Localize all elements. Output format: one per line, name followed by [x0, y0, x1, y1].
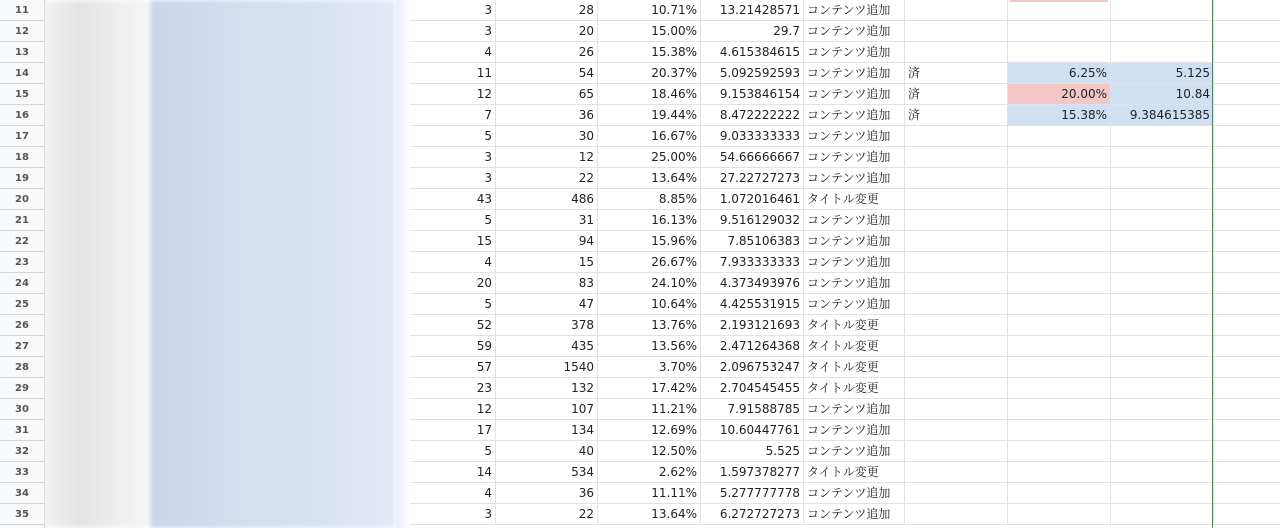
cell-col-b[interactable]: 54 [496, 63, 598, 84]
row-number[interactable]: 24 [0, 273, 44, 294]
cell-col-b[interactable]: 36 [496, 105, 598, 126]
table-row [0, 357, 1280, 378]
cell-col-i[interactable] [1214, 252, 1280, 273]
cell-col-d[interactable]: 2.471264368 [701, 336, 804, 357]
cell-col-d[interactable]: 7.91588785 [701, 399, 804, 420]
row-number[interactable]: 25 [0, 294, 44, 315]
cell-col-b[interactable]: 94 [496, 231, 598, 252]
cell-col-e[interactable]: コンテンツ追加 [804, 147, 905, 168]
cell-col-b[interactable]: 83 [496, 273, 598, 294]
cell-col-e[interactable]: コンテンツ追加 [804, 84, 905, 105]
row-number[interactable]: 11 [0, 0, 44, 21]
cell-col-e[interactable]: タイトル変更 [804, 378, 905, 399]
cell-col-f[interactable] [905, 441, 1008, 462]
cell-col-h[interactable] [1111, 441, 1214, 462]
cell-col-e[interactable]: コンテンツ追加 [804, 294, 905, 315]
row-number[interactable]: 35 [0, 504, 44, 525]
cell-col-b[interactable]: 1540 [496, 357, 598, 378]
cell-col-f[interactable]: 済 [905, 63, 1008, 84]
cell-col-e[interactable]: コンテンツ追加 [804, 504, 905, 525]
cell-col-d[interactable]: 9.153846154 [701, 84, 804, 105]
cell-col-c[interactable]: 18.46% [598, 84, 701, 105]
cell-col-f[interactable]: 済 [905, 105, 1008, 126]
cell-col-d[interactable]: 27.22727273 [701, 168, 804, 189]
cell-col-c[interactable]: 16.67% [598, 126, 701, 147]
cell-col-g[interactable] [1008, 0, 1111, 21]
cell-col-a[interactable]: 43 [410, 189, 496, 210]
cell-col-g[interactable] [1008, 315, 1111, 336]
cell-col-a[interactable]: 57 [410, 357, 496, 378]
cell-col-h[interactable] [1111, 21, 1214, 42]
cell-col-a[interactable]: 3 [410, 21, 496, 42]
cell-col-i[interactable] [1214, 315, 1280, 336]
cell-col-i[interactable] [1214, 441, 1280, 462]
cell-col-a[interactable]: 5 [410, 441, 496, 462]
table-row [0, 504, 1280, 525]
cell-col-i[interactable] [1214, 294, 1280, 315]
cell-col-g[interactable] [1008, 252, 1111, 273]
row-number[interactable]: 28 [0, 357, 44, 378]
cell-col-d[interactable]: 9.516129032 [701, 210, 804, 231]
cell-col-d[interactable]: 1.072016461 [701, 189, 804, 210]
cell-col-e[interactable]: コンテンツ追加 [804, 420, 905, 441]
cell-col-c[interactable]: 13.76% [598, 315, 701, 336]
cell-col-a[interactable]: 5 [410, 126, 496, 147]
table-row [0, 336, 1280, 357]
cell-col-g[interactable] [1008, 294, 1111, 315]
cell-col-c[interactable]: 20.37% [598, 63, 701, 84]
cell-col-g[interactable]: 6.25% [1008, 63, 1111, 84]
cell-col-f[interactable] [905, 462, 1008, 483]
selection-border [1212, 0, 1213, 528]
cell-col-e[interactable]: タイトル変更 [804, 336, 905, 357]
cell-col-g[interactable] [1008, 210, 1111, 231]
cell-col-a[interactable]: 52 [410, 315, 496, 336]
cell-col-a[interactable]: 7 [410, 105, 496, 126]
cell-col-i[interactable] [1214, 504, 1280, 525]
table-row [0, 441, 1280, 462]
table-row [0, 126, 1280, 147]
cell-col-f[interactable] [905, 210, 1008, 231]
cell-col-h[interactable] [1111, 189, 1214, 210]
cell-col-a[interactable]: 12 [410, 84, 496, 105]
cell-col-e[interactable]: タイトル変更 [804, 357, 905, 378]
cell-col-h[interactable]: 10.84 [1111, 84, 1214, 105]
table-row [0, 63, 1280, 84]
cell-col-b[interactable]: 12 [496, 147, 598, 168]
cell-col-b[interactable]: 28 [496, 0, 598, 21]
row-number[interactable]: 17 [0, 126, 44, 147]
table-row [0, 0, 1280, 21]
cell-col-g[interactable] [1008, 168, 1111, 189]
cell-col-c[interactable]: 26.67% [598, 252, 701, 273]
cell-col-e[interactable]: コンテンツ追加 [804, 0, 905, 21]
cell-col-g[interactable] [1008, 147, 1111, 168]
cell-col-b[interactable]: 31 [496, 210, 598, 231]
cell-col-a[interactable]: 3 [410, 0, 496, 21]
cell-col-a[interactable]: 59 [410, 336, 496, 357]
row-number[interactable]: 21 [0, 210, 44, 231]
cell-col-d[interactable]: 4.615384615 [701, 42, 804, 63]
cell-col-c[interactable]: 2.62% [598, 462, 701, 483]
cell-col-e[interactable]: コンテンツ追加 [804, 63, 905, 84]
cell-col-a[interactable]: 14 [410, 462, 496, 483]
cell-col-h[interactable] [1111, 378, 1214, 399]
cell-col-g[interactable] [1008, 273, 1111, 294]
cell-col-h[interactable] [1111, 126, 1214, 147]
cell-col-c[interactable]: 3.70% [598, 357, 701, 378]
row-number[interactable]: 19 [0, 168, 44, 189]
cell-col-g[interactable] [1008, 483, 1111, 504]
cell-col-d[interactable]: 2.193121693 [701, 315, 804, 336]
cell-col-i[interactable] [1214, 0, 1280, 21]
cell-col-e[interactable]: コンテンツ追加 [804, 252, 905, 273]
cell-col-b[interactable]: 134 [496, 420, 598, 441]
cell-col-a[interactable]: 5 [410, 294, 496, 315]
cell-col-h[interactable] [1111, 399, 1214, 420]
cell-col-g[interactable]: 20.00% [1008, 84, 1111, 105]
cell-col-i[interactable] [1214, 378, 1280, 399]
cell-col-f[interactable] [905, 378, 1008, 399]
cell-col-i[interactable] [1214, 147, 1280, 168]
cell-col-d[interactable]: 13.21428571 [701, 0, 804, 21]
cell-col-e[interactable]: タイトル変更 [804, 189, 905, 210]
row-number[interactable]: 16 [0, 105, 44, 126]
cell-col-c[interactable]: 13.56% [598, 336, 701, 357]
cell-col-h[interactable] [1111, 336, 1214, 357]
cell-col-a[interactable]: 12 [410, 399, 496, 420]
table-row [0, 210, 1280, 231]
cell-col-c[interactable]: 24.10% [598, 273, 701, 294]
cell-col-c[interactable]: 25.00% [598, 147, 701, 168]
cell-col-b[interactable]: 132 [496, 378, 598, 399]
cell-col-d[interactable]: 4.373493976 [701, 273, 804, 294]
cell-col-f[interactable] [905, 147, 1008, 168]
cell-col-e[interactable]: タイトル変更 [804, 462, 905, 483]
cell-col-h[interactable]: 5.125 [1111, 63, 1214, 84]
cell-col-b[interactable]: 47 [496, 294, 598, 315]
cell-col-f[interactable]: 済 [905, 84, 1008, 105]
table-row [0, 189, 1280, 210]
table-row [0, 294, 1280, 315]
cell-col-g[interactable] [1008, 126, 1111, 147]
cell-col-i[interactable] [1214, 273, 1280, 294]
cell-col-b[interactable]: 435 [496, 336, 598, 357]
cell-col-g[interactable] [1008, 21, 1111, 42]
cell-col-f[interactable] [905, 357, 1008, 378]
cell-col-a[interactable]: 20 [410, 273, 496, 294]
cell-col-d[interactable]: 5.092592593 [701, 63, 804, 84]
cell-col-d[interactable]: 4.425531915 [701, 294, 804, 315]
cell-col-c[interactable]: 17.42% [598, 378, 701, 399]
cell-col-f[interactable] [905, 294, 1008, 315]
row-number[interactable]: 26 [0, 315, 44, 336]
cell-col-f[interactable] [905, 21, 1008, 42]
cell-col-b[interactable]: 15 [496, 252, 598, 273]
cell-col-g[interactable] [1008, 399, 1111, 420]
cell-col-g[interactable] [1008, 189, 1111, 210]
row-number[interactable]: 18 [0, 147, 44, 168]
cell-col-d[interactable]: 5.277777778 [701, 483, 804, 504]
cell-col-h[interactable] [1111, 147, 1214, 168]
cell-col-d[interactable]: 29.7 [701, 21, 804, 42]
cell-col-e[interactable]: コンテンツ追加 [804, 105, 905, 126]
table-row [0, 105, 1280, 126]
row-number[interactable]: 30 [0, 399, 44, 420]
row-number[interactable]: 15 [0, 84, 44, 105]
row-number[interactable]: 33 [0, 462, 44, 483]
cell-col-a[interactable]: 4 [410, 42, 496, 63]
cell-col-d[interactable]: 7.85106383 [701, 231, 804, 252]
cell-col-d[interactable]: 10.60447761 [701, 420, 804, 441]
cell-col-c[interactable]: 12.50% [598, 441, 701, 462]
cell-col-a[interactable]: 3 [410, 168, 496, 189]
cell-col-g[interactable] [1008, 420, 1111, 441]
row-number[interactable]: 23 [0, 252, 44, 273]
cell-col-a[interactable]: 5 [410, 210, 496, 231]
table-row [0, 231, 1280, 252]
cell-col-b[interactable]: 40 [496, 441, 598, 462]
row-number[interactable]: 32 [0, 441, 44, 462]
cell-col-b[interactable]: 22 [496, 504, 598, 525]
cell-col-i[interactable] [1214, 210, 1280, 231]
cell-col-c[interactable]: 13.64% [598, 504, 701, 525]
cell-col-h[interactable] [1111, 0, 1214, 21]
cell-col-g[interactable]: 15.38% [1008, 105, 1111, 126]
cell-col-c[interactable]: 11.21% [598, 399, 701, 420]
cell-col-i[interactable] [1214, 42, 1280, 63]
cell-col-a[interactable]: 3 [410, 504, 496, 525]
cell-col-c[interactable]: 10.64% [598, 294, 701, 315]
cell-col-h[interactable] [1111, 357, 1214, 378]
cell-col-f[interactable] [905, 399, 1008, 420]
cell-col-f[interactable] [905, 231, 1008, 252]
cell-col-c[interactable]: 15.38% [598, 42, 701, 63]
table-row [0, 483, 1280, 504]
cell-col-b[interactable]: 22 [496, 168, 598, 189]
cell-col-e[interactable]: コンテンツ追加 [804, 441, 905, 462]
cell-col-a[interactable]: 3 [410, 147, 496, 168]
table-row [0, 399, 1280, 420]
cell-col-g[interactable] [1008, 357, 1111, 378]
table-row [0, 462, 1280, 483]
cell-col-h[interactable] [1111, 168, 1214, 189]
cell-col-c[interactable]: 16.13% [598, 210, 701, 231]
cell-col-a[interactable]: 15 [410, 231, 496, 252]
cell-col-e[interactable]: コンテンツ追加 [804, 42, 905, 63]
cell-col-g[interactable] [1008, 378, 1111, 399]
cell-col-a[interactable]: 4 [410, 483, 496, 504]
cell-col-f[interactable] [905, 315, 1008, 336]
cell-col-i[interactable] [1214, 168, 1280, 189]
cell-col-c[interactable]: 10.71% [598, 0, 701, 21]
row-number[interactable]: 20 [0, 189, 44, 210]
cell-col-i[interactable] [1214, 63, 1280, 84]
cell-col-i[interactable] [1214, 462, 1280, 483]
cell-col-e[interactable]: コンテンツ追加 [804, 210, 905, 231]
table-row [0, 147, 1280, 168]
cell-col-a[interactable]: 17 [410, 420, 496, 441]
cell-col-h[interactable] [1111, 42, 1214, 63]
cell-col-f[interactable] [905, 252, 1008, 273]
cell-col-e[interactable]: コンテンツ追加 [804, 399, 905, 420]
cell-col-h[interactable] [1111, 462, 1214, 483]
table-row [0, 21, 1280, 42]
cell-col-e[interactable]: コンテンツ追加 [804, 168, 905, 189]
cell-col-i[interactable] [1214, 420, 1280, 441]
row-number[interactable]: 22 [0, 231, 44, 252]
cell-col-i[interactable] [1214, 21, 1280, 42]
cell-col-f[interactable] [905, 483, 1008, 504]
cell-col-f[interactable] [905, 0, 1008, 21]
cell-col-e[interactable]: コンテンツ追加 [804, 483, 905, 504]
cell-col-f[interactable] [905, 126, 1008, 147]
row-number[interactable]: 34 [0, 483, 44, 504]
cell-col-c[interactable]: 8.85% [598, 189, 701, 210]
row-number[interactable]: 12 [0, 21, 44, 42]
cell-col-h[interactable] [1111, 315, 1214, 336]
cell-col-h[interactable] [1111, 273, 1214, 294]
cell-col-i[interactable] [1214, 399, 1280, 420]
cell-col-f[interactable] [905, 42, 1008, 63]
cell-col-g[interactable] [1008, 42, 1111, 63]
cell-col-g[interactable] [1008, 504, 1111, 525]
cell-col-d[interactable]: 6.272727273 [701, 504, 804, 525]
cell-col-i[interactable] [1214, 105, 1280, 126]
cell-col-h[interactable] [1111, 483, 1214, 504]
cell-col-f[interactable] [905, 504, 1008, 525]
cell-col-f[interactable] [905, 189, 1008, 210]
cell-col-g[interactable] [1008, 462, 1111, 483]
cell-col-i[interactable] [1214, 483, 1280, 504]
cell-col-b[interactable]: 36 [496, 483, 598, 504]
cell-col-b[interactable]: 378 [496, 315, 598, 336]
cell-col-e[interactable]: コンテンツ追加 [804, 21, 905, 42]
row-number[interactable]: 14 [0, 63, 44, 84]
cell-col-d[interactable]: 9.033333333 [701, 126, 804, 147]
cell-col-c[interactable]: 15.00% [598, 21, 701, 42]
cell-col-a[interactable]: 4 [410, 252, 496, 273]
cell-col-h[interactable] [1111, 294, 1214, 315]
table-row [0, 42, 1280, 63]
cell-col-h[interactable] [1111, 420, 1214, 441]
cell-col-c[interactable]: 19.44% [598, 105, 701, 126]
cell-col-b[interactable]: 534 [496, 462, 598, 483]
cell-col-d[interactable]: 8.472222222 [701, 105, 804, 126]
table-row [0, 378, 1280, 399]
cell-col-i[interactable] [1214, 336, 1280, 357]
cell-col-c[interactable]: 12.69% [598, 420, 701, 441]
cell-col-h[interactable]: 9.384615385 [1111, 105, 1214, 126]
cell-col-c[interactable]: 11.11% [598, 483, 701, 504]
cell-col-i[interactable] [1214, 84, 1280, 105]
table-row [0, 315, 1280, 336]
cell-col-e[interactable]: タイトル変更 [804, 315, 905, 336]
cell-col-g[interactable] [1008, 441, 1111, 462]
cell-col-i[interactable] [1214, 231, 1280, 252]
cell-col-b[interactable]: 20 [496, 21, 598, 42]
table-row [0, 273, 1280, 294]
cell-col-f[interactable] [905, 336, 1008, 357]
cell-col-f[interactable] [905, 420, 1008, 441]
cell-col-g[interactable] [1008, 231, 1111, 252]
cell-col-h[interactable] [1111, 231, 1214, 252]
row-number[interactable]: 31 [0, 420, 44, 441]
cell-col-b[interactable]: 486 [496, 189, 598, 210]
cell-col-i[interactable] [1214, 126, 1280, 147]
cell-col-d[interactable]: 7.933333333 [701, 252, 804, 273]
cell-col-b[interactable]: 107 [496, 399, 598, 420]
cell-col-h[interactable] [1111, 504, 1214, 525]
cell-col-c[interactable]: 13.64% [598, 168, 701, 189]
cell-col-h[interactable] [1111, 210, 1214, 231]
cell-col-d[interactable]: 54.66666667 [701, 147, 804, 168]
cell-col-b[interactable]: 26 [496, 42, 598, 63]
cell-col-f[interactable] [905, 168, 1008, 189]
cell-col-a[interactable]: 11 [410, 63, 496, 84]
cell-col-d[interactable]: 5.525 [701, 441, 804, 462]
cell-col-i[interactable] [1214, 357, 1280, 378]
cell-col-a[interactable]: 23 [410, 378, 496, 399]
cell-col-f[interactable] [905, 273, 1008, 294]
table-row [0, 168, 1280, 189]
cell-col-c[interactable]: 15.96% [598, 231, 701, 252]
row-number[interactable]: 13 [0, 42, 44, 63]
row-number[interactable]: 27 [0, 336, 44, 357]
cell-col-e[interactable]: コンテンツ追加 [804, 273, 905, 294]
cell-col-d[interactable]: 1.597378277 [701, 462, 804, 483]
cell-col-d[interactable]: 2.096753247 [701, 357, 804, 378]
cell-col-e[interactable]: コンテンツ追加 [804, 231, 905, 252]
cell-col-h[interactable] [1111, 252, 1214, 273]
cell-col-d[interactable]: 2.704545455 [701, 378, 804, 399]
cell-col-e[interactable]: コンテンツ追加 [804, 126, 905, 147]
table-row [0, 84, 1280, 105]
table-row [0, 252, 1280, 273]
cell-col-b[interactable]: 65 [496, 84, 598, 105]
cell-col-b[interactable]: 30 [496, 126, 598, 147]
cell-col-g[interactable] [1008, 336, 1111, 357]
row-number[interactable]: 29 [0, 378, 44, 399]
cell-col-i[interactable] [1214, 189, 1280, 210]
table-row [0, 420, 1280, 441]
